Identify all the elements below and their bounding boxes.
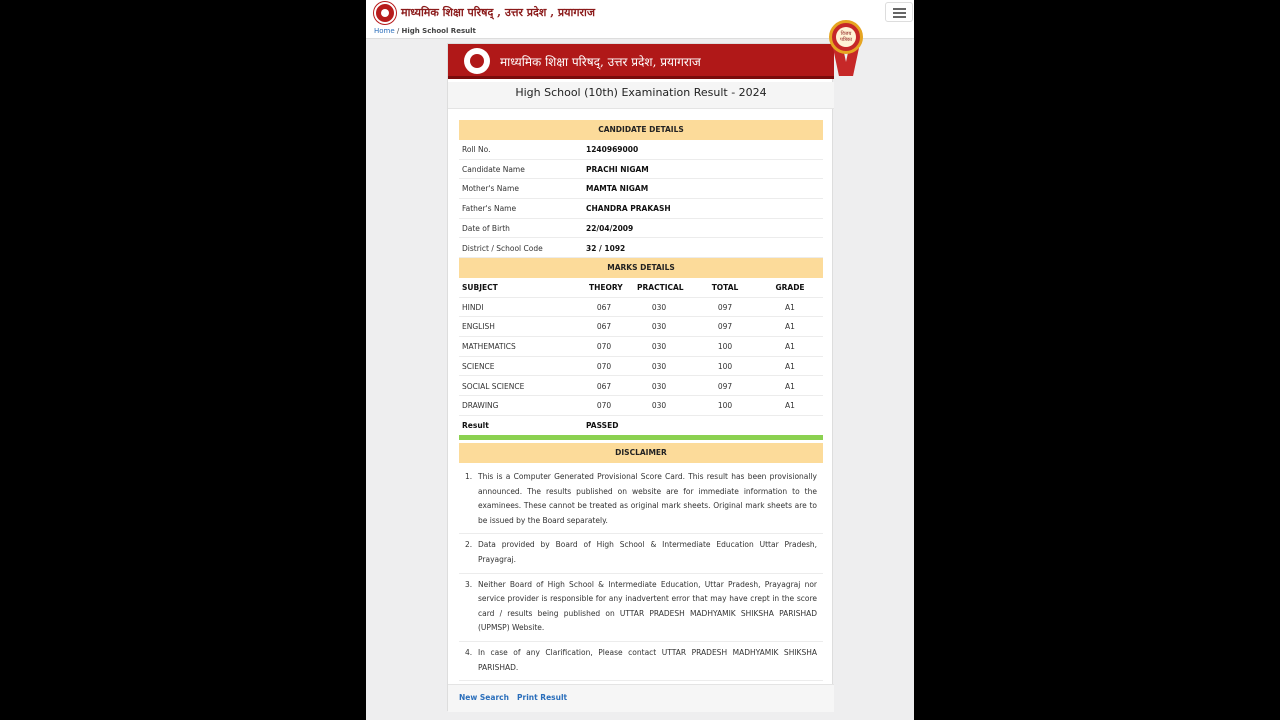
phone-viewport	[366, 0, 914, 720]
table-row	[459, 377, 823, 397]
subject-cell: HINDI	[462, 302, 484, 312]
board-emblem-icon[interactable]	[374, 2, 396, 24]
total-cell: 100	[717, 361, 733, 371]
column-header-grade: GRADE	[775, 283, 805, 292]
total-cell: 097	[717, 381, 733, 391]
pass-status-bar	[459, 435, 823, 440]
grade-cell: A1	[785, 322, 795, 332]
practical-cell: 030	[651, 401, 667, 411]
column-header-subject: SUBJECT	[462, 283, 498, 292]
candidate-details-header: CANDIDATE DETAILS	[459, 120, 823, 140]
result-card	[447, 43, 833, 711]
breadcrumb-current: High School Result	[401, 27, 476, 35]
breadcrumb	[374, 27, 476, 35]
practical-cell: 030	[651, 381, 667, 391]
theory-cell: 067	[596, 322, 612, 332]
subject-cell: SOCIAL SCIENCE	[462, 381, 525, 391]
table-row	[459, 357, 823, 377]
total-cell: 100	[717, 342, 733, 352]
subject-cell: MATHEMATICS	[462, 342, 516, 352]
marks-details-header: MARKS DETAILS	[459, 258, 823, 278]
grade-cell: A1	[785, 401, 795, 411]
card-footer	[448, 684, 834, 712]
marks-table-header	[459, 278, 823, 298]
theory-cell: 070	[596, 361, 612, 371]
total-cell: 097	[717, 322, 733, 332]
field-label: Father's Name	[462, 204, 517, 214]
subject-cell: ENGLISH	[462, 322, 495, 332]
disclaimer-header: DISCLAIMER	[459, 443, 823, 463]
item-number: 2.	[465, 540, 473, 550]
practical-cell: 030	[651, 342, 667, 352]
field-label: Mother's Name	[462, 184, 519, 194]
result-status: PASSED	[586, 421, 619, 430]
practical-cell: 030	[651, 361, 667, 371]
total-cell: 097	[717, 302, 733, 312]
board-banner	[448, 44, 834, 79]
field-label: Candidate Name	[462, 164, 525, 174]
item-text: This is a Computer Generated Provisional Score Card. This result has been provisionally announced. The results published on website are for immediate information to the examinees. These cannot be treated as original mark sheets. Original mark sheets are to be issued by the Board separately.	[478, 472, 817, 525]
site-title[interactable]: माध्यमिक शिक्षा परिषद् , उत्तर प्रदेश , प्रयागराज	[401, 6, 596, 19]
field-value: CHANDRA PRAKASH	[586, 204, 671, 214]
print-result-link[interactable]: Print Result	[517, 693, 568, 702]
practical-cell: 030	[651, 302, 667, 312]
item-text: Data provided by Board of High School & Intermediate Education Uttar Pradesh, Prayagraj.	[478, 540, 817, 564]
item-text: Neither Board of High School & Intermediate Education, Uttar Pradesh, Prayagraj nor service provider is responsible for any inadvertent error that may have crept in the score card / results being published on UTTAR PRADESH MADHYAMIK SHIKSHA PARISHAD (UPMSP) Website.	[478, 579, 817, 633]
candidate-field-row	[459, 199, 823, 219]
ribbon-disc	[829, 20, 863, 54]
grade-cell: A1	[785, 302, 795, 312]
menu-line-icon	[893, 12, 906, 14]
result-label: Result	[462, 421, 489, 430]
grade-cell: A1	[785, 361, 795, 371]
breadcrumb-home-link[interactable]: Home	[374, 27, 395, 35]
field-label: Date of Birth	[462, 223, 510, 233]
item-number: 3.	[465, 579, 473, 589]
column-header-practical: PRACTICAL	[637, 283, 684, 292]
banner-emblem-icon	[464, 48, 490, 74]
candidate-field-row	[459, 160, 823, 180]
field-value: PRACHI NIGAM	[586, 164, 649, 174]
disclaimer-list	[459, 466, 823, 681]
list-item	[459, 642, 823, 681]
subject-cell: DRAWING	[462, 401, 499, 411]
new-search-link[interactable]: New Search	[459, 693, 509, 702]
column-header-total: TOTAL	[711, 283, 739, 292]
field-value: 1240969000	[586, 145, 639, 154]
field-value: 22/04/2009	[586, 223, 634, 233]
field-label: Roll No.	[462, 145, 491, 154]
theory-cell: 067	[596, 381, 612, 391]
list-item	[459, 466, 823, 534]
list-item	[459, 534, 823, 573]
result-row	[459, 416, 823, 435]
field-value: 32 / 1092	[586, 243, 626, 253]
total-cell: 100	[717, 401, 733, 411]
exam-title: High School (10th) Examination Result - 2024	[448, 82, 834, 109]
theory-cell: 067	[596, 302, 612, 312]
field-label: District / School Code	[462, 243, 543, 253]
list-item	[459, 574, 823, 642]
menu-line-icon	[893, 8, 906, 10]
item-number: 1.	[465, 472, 473, 481]
item-text: In case of any Clarification, Please contact UTTAR PRADESH MADHYAMIK SHIKSHA PARISHAD.	[478, 647, 817, 672]
candidate-field-row	[459, 140, 823, 160]
menu-line-icon	[893, 16, 906, 18]
column-header-theory: THEORY	[589, 283, 623, 292]
candidate-field-row	[459, 239, 823, 259]
practical-cell: 030	[651, 322, 667, 332]
candidate-field-row	[459, 179, 823, 199]
field-value: MAMTA NIGAM	[586, 184, 649, 194]
table-row	[459, 337, 823, 357]
item-number: 4.	[465, 647, 473, 657]
candidate-field-row	[459, 219, 823, 239]
table-row	[459, 396, 823, 416]
theory-cell: 070	[596, 342, 612, 352]
grade-cell: A1	[785, 342, 795, 352]
hamburger-menu-button[interactable]	[885, 2, 913, 22]
banner-title: माध्यमिक शिक्षा परिषद्, उत्तर प्रदेश, प्रयागराज	[500, 55, 701, 69]
table-row	[459, 298, 823, 318]
ribbon-text: विजय पत्रिका	[836, 27, 856, 47]
table-row	[459, 317, 823, 337]
theory-cell: 070	[596, 401, 612, 411]
award-ribbon-icon	[827, 20, 865, 78]
subject-cell: SCIENCE	[462, 361, 495, 371]
breadcrumb-separator: /	[394, 27, 402, 35]
grade-cell: A1	[785, 381, 795, 391]
